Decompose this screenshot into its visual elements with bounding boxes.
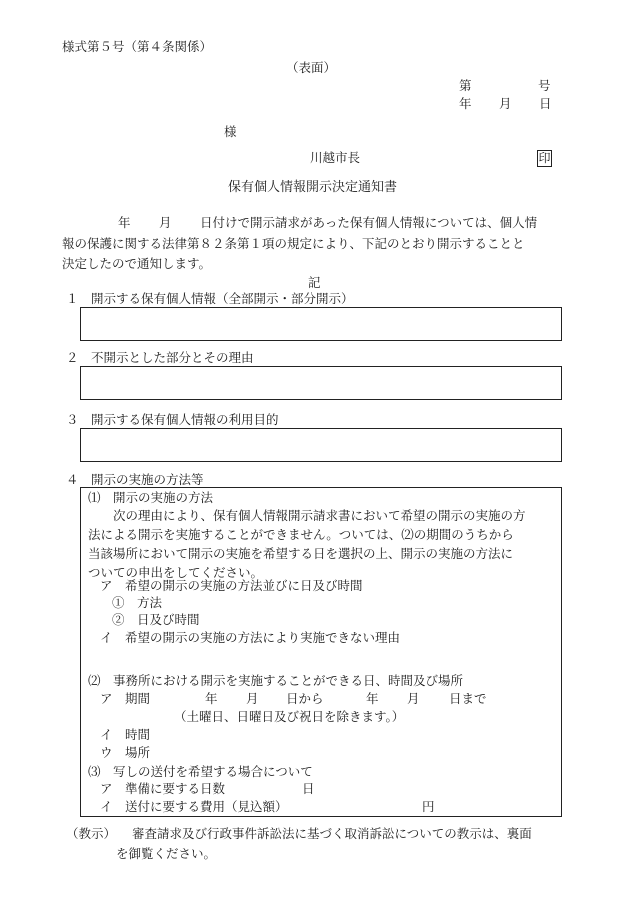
section-3-heading: ３ 開示する保有個人情報の利用目的 [66,412,279,427]
cost-unit: 円 [422,799,435,814]
intro-month: 月 [159,215,172,230]
notice-line2: を御覧ください。 [116,846,217,861]
section-1-box [80,307,562,341]
intro-line3: 決定したので通知します。 [62,256,212,271]
form-number: 様式第５号（第４条関係） [62,39,213,54]
seal-mark: 印 [538,151,551,165]
time-label: イ 時間 [100,727,151,742]
date-day: 日 [539,96,552,111]
intro-year: 年 [118,215,131,230]
place-label: ウ 場所 [100,745,151,760]
method-a-label: ア 希望の開示の実施の方法並びに日及び時間 [100,578,363,593]
period-note: （土曜日、日曜日及び祝日を除きます。） [174,709,405,724]
section-3-box [80,428,562,462]
period-month2: 月 [407,691,420,706]
notice-line1: 審査請求及び行政事件訴訟法に基づく取消訴訟についての教示は、裏面 [132,826,532,841]
method-line3: 当該場所において開示の実施を希望する日を選択の上、開示の実施の方法に [88,546,514,561]
period-month1: 月 [246,691,259,706]
sender-name: 川越市長 [310,150,361,165]
prep-days-label: ア 準備に要する日数 [100,781,226,796]
section-2-heading: ２ 不開示とした部分とその理由 [66,350,254,365]
section-2-box [80,366,562,400]
section-1-heading: １ 開示する保有個人情報（全部開示・部分開示） [66,291,354,306]
method-i-label: イ 希望の開示の実施の方法により実施できない理由 [100,630,401,645]
method-line4: ついての申出をしてください。 [88,565,264,580]
doc-number-prefix: 第 [459,78,472,93]
ki-label: 記 [308,275,321,290]
period-until: 日まで [449,691,487,706]
doc-number-suffix: 号 [538,78,551,93]
period-from: 日から [286,691,324,706]
document-title: 保有個人情報開示決定通知書 [228,180,398,195]
period-year2: 年 [366,691,379,706]
method-line2: 法による開示を実施することができません。ついては、⑵の期間のうちから [88,527,514,542]
side-label: （表面） [286,60,337,75]
date-year: 年 [459,96,472,111]
addressee-suffix: 様 [224,124,237,139]
method-a1: ① 方法 [112,595,163,610]
copy-title: ⑶ 写しの送付を希望する場合について [88,764,313,779]
method-line1: 次の理由により、保有個人情報開示請求書において希望の開示の実施の方 [113,508,526,523]
intro-line2: 報の保護に関する法律第８２条第１項の規定により、下記のとおり開示することと [62,236,525,251]
prep-days-unit: 日 [302,781,315,796]
office-title: ⑵ 事務所における開示を実施することができる日、時間及び場所 [88,673,464,688]
cost-label: イ 送付に要する費用（見込額） [100,799,288,814]
intro-line1: 日付けで開示請求があった保有個人情報については、個人情 [200,215,538,230]
method-title: ⑴ 開示の実施の方法 [88,490,214,505]
method-a2: ② 日及び時間 [112,612,200,627]
section-4-heading: ４ 開示の実施の方法等 [66,472,204,487]
notice-label: （教示） [66,826,117,841]
period-label: ア 期間 [100,691,151,706]
period-year1: 年 [205,691,218,706]
date-month: 月 [499,96,512,111]
